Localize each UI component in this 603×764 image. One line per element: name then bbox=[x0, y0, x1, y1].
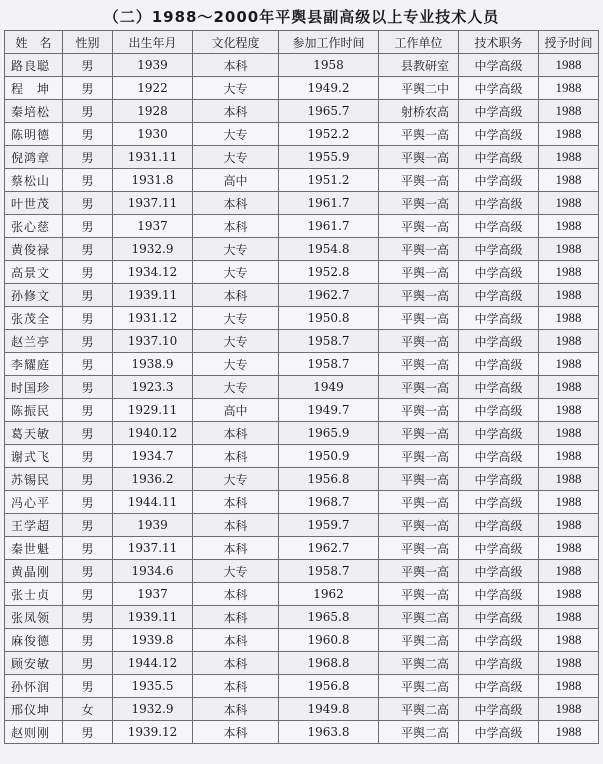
cell-title: 中学高级 bbox=[459, 238, 539, 261]
cell-unit: 射桥农高 bbox=[379, 100, 459, 123]
cell-education: 本科 bbox=[193, 721, 279, 744]
cell-education: 大专 bbox=[193, 353, 279, 376]
cell-title: 中学高级 bbox=[459, 422, 539, 445]
cell-name: 王学超 bbox=[5, 514, 63, 537]
cell-birth: 1934.7 bbox=[113, 445, 193, 468]
cell-name: 葛天敏 bbox=[5, 422, 63, 445]
cell-name: 黄俊禄 bbox=[5, 238, 63, 261]
cell-birth: 1937 bbox=[113, 583, 193, 606]
cell-education: 大专 bbox=[193, 307, 279, 330]
table-row bbox=[5, 583, 599, 606]
cell-education: 本科 bbox=[193, 100, 279, 123]
cell-work-start: 1958.7 bbox=[279, 353, 379, 376]
cell-unit: 平舆一高 bbox=[379, 583, 459, 606]
cell-education: 本科 bbox=[193, 54, 279, 77]
cell-name: 邢仪坤 bbox=[5, 698, 63, 721]
cell-education: 本科 bbox=[193, 629, 279, 652]
cell-gender: 男 bbox=[63, 54, 113, 77]
cell-birth: 1923.3 bbox=[113, 376, 193, 399]
cell-unit: 平舆一高 bbox=[379, 514, 459, 537]
table-row bbox=[5, 77, 599, 100]
cell-gender: 女 bbox=[63, 698, 113, 721]
cell-gender: 男 bbox=[63, 146, 113, 169]
cell-award-year: 1988 bbox=[539, 330, 599, 353]
cell-education: 本科 bbox=[193, 652, 279, 675]
cell-gender: 男 bbox=[63, 100, 113, 123]
cell-gender: 男 bbox=[63, 514, 113, 537]
cell-education: 大专 bbox=[193, 330, 279, 353]
cell-birth: 1929.11 bbox=[113, 399, 193, 422]
cell-name: 张凤领 bbox=[5, 606, 63, 629]
cell-name: 陈振民 bbox=[5, 399, 63, 422]
cell-birth: 1939.8 bbox=[113, 629, 193, 652]
cell-title: 中学高级 bbox=[459, 215, 539, 238]
cell-title: 中学高级 bbox=[459, 468, 539, 491]
cell-birth: 1932.9 bbox=[113, 698, 193, 721]
cell-unit: 平舆一高 bbox=[379, 307, 459, 330]
table-row bbox=[5, 169, 599, 192]
cell-birth: 1944.12 bbox=[113, 652, 193, 675]
cell-birth: 1944.11 bbox=[113, 491, 193, 514]
cell-name: 蔡松山 bbox=[5, 169, 63, 192]
table-row bbox=[5, 261, 599, 284]
cell-name: 路良聪 bbox=[5, 54, 63, 77]
cell-gender: 男 bbox=[63, 583, 113, 606]
cell-birth: 1939.12 bbox=[113, 721, 193, 744]
cell-education: 本科 bbox=[193, 514, 279, 537]
personnel-table bbox=[4, 30, 599, 744]
cell-name: 顾安敏 bbox=[5, 652, 63, 675]
cell-work-start: 1955.9 bbox=[279, 146, 379, 169]
cell-title: 中学高级 bbox=[459, 445, 539, 468]
cell-work-start: 1965.7 bbox=[279, 100, 379, 123]
cell-work-start: 1949.7 bbox=[279, 399, 379, 422]
table-row bbox=[5, 629, 599, 652]
cell-gender: 男 bbox=[63, 468, 113, 491]
cell-birth: 1930 bbox=[113, 123, 193, 146]
cell-name: 程 坤 bbox=[5, 77, 63, 100]
cell-gender: 男 bbox=[63, 77, 113, 100]
table-row bbox=[5, 146, 599, 169]
cell-work-start: 1949 bbox=[279, 376, 379, 399]
cell-birth: 1938.9 bbox=[113, 353, 193, 376]
cell-title: 中学高级 bbox=[459, 399, 539, 422]
table-row bbox=[5, 307, 599, 330]
cell-gender: 男 bbox=[63, 376, 113, 399]
cell-education: 大专 bbox=[193, 238, 279, 261]
cell-unit: 平舆一高 bbox=[379, 560, 459, 583]
table-row bbox=[5, 123, 599, 146]
cell-birth: 1937.10 bbox=[113, 330, 193, 353]
table-row bbox=[5, 353, 599, 376]
cell-unit: 平舆一高 bbox=[379, 284, 459, 307]
table-row bbox=[5, 560, 599, 583]
cell-gender: 男 bbox=[63, 123, 113, 146]
header-birth: 出生年月 bbox=[113, 31, 193, 54]
cell-birth: 1937.11 bbox=[113, 192, 193, 215]
cell-unit: 县教研室 bbox=[379, 54, 459, 77]
cell-name: 赵兰亭 bbox=[5, 330, 63, 353]
cell-education: 本科 bbox=[193, 192, 279, 215]
cell-birth: 1936.2 bbox=[113, 468, 193, 491]
cell-unit: 平舆一高 bbox=[379, 238, 459, 261]
cell-unit: 平舆一高 bbox=[379, 537, 459, 560]
cell-award-year: 1988 bbox=[539, 606, 599, 629]
cell-gender: 男 bbox=[63, 215, 113, 238]
cell-unit: 平舆二中 bbox=[379, 77, 459, 100]
cell-title: 中学高级 bbox=[459, 629, 539, 652]
cell-birth: 1937 bbox=[113, 215, 193, 238]
cell-title: 中学高级 bbox=[459, 100, 539, 123]
table-row bbox=[5, 537, 599, 560]
cell-title: 中学高级 bbox=[459, 284, 539, 307]
cell-award-year: 1988 bbox=[539, 675, 599, 698]
cell-education: 大专 bbox=[193, 560, 279, 583]
cell-birth: 1934.12 bbox=[113, 261, 193, 284]
cell-award-year: 1988 bbox=[539, 192, 599, 215]
cell-title: 中学高级 bbox=[459, 606, 539, 629]
cell-gender: 男 bbox=[63, 192, 113, 215]
table-row bbox=[5, 606, 599, 629]
cell-gender: 男 bbox=[63, 491, 113, 514]
cell-name: 赵则刚 bbox=[5, 721, 63, 744]
cell-unit: 平舆二高 bbox=[379, 675, 459, 698]
cell-birth: 1935.5 bbox=[113, 675, 193, 698]
cell-name: 秦培松 bbox=[5, 100, 63, 123]
cell-name: 冯心平 bbox=[5, 491, 63, 514]
cell-unit: 平舆一高 bbox=[379, 330, 459, 353]
cell-work-start: 1956.8 bbox=[279, 675, 379, 698]
cell-education: 本科 bbox=[193, 698, 279, 721]
cell-name: 苏锡民 bbox=[5, 468, 63, 491]
cell-unit: 平舆二高 bbox=[379, 721, 459, 744]
table-row bbox=[5, 399, 599, 422]
cell-gender: 男 bbox=[63, 652, 113, 675]
cell-work-start: 1968.8 bbox=[279, 652, 379, 675]
cell-work-start: 1961.7 bbox=[279, 192, 379, 215]
cell-education: 大专 bbox=[193, 123, 279, 146]
cell-work-start: 1949.8 bbox=[279, 698, 379, 721]
cell-gender: 男 bbox=[63, 330, 113, 353]
cell-name: 张士贞 bbox=[5, 583, 63, 606]
table-row bbox=[5, 652, 599, 675]
table-row bbox=[5, 675, 599, 698]
cell-title: 中学高级 bbox=[459, 560, 539, 583]
table-row bbox=[5, 100, 599, 123]
cell-work-start: 1962.7 bbox=[279, 537, 379, 560]
table-row bbox=[5, 698, 599, 721]
page-title: （二）1988～2000年平舆县副高级以上专业技术人员 bbox=[103, 8, 500, 26]
cell-education: 大专 bbox=[193, 261, 279, 284]
cell-title: 中学高级 bbox=[459, 675, 539, 698]
cell-award-year: 1988 bbox=[539, 238, 599, 261]
cell-award-year: 1988 bbox=[539, 399, 599, 422]
cell-name: 黄晶刚 bbox=[5, 560, 63, 583]
cell-title: 中学高级 bbox=[459, 514, 539, 537]
cell-birth: 1931.11 bbox=[113, 146, 193, 169]
cell-birth: 1931.12 bbox=[113, 307, 193, 330]
cell-title: 中学高级 bbox=[459, 491, 539, 514]
cell-work-start: 1962 bbox=[279, 583, 379, 606]
cell-unit: 平舆一高 bbox=[379, 261, 459, 284]
cell-title: 中学高级 bbox=[459, 698, 539, 721]
cell-education: 本科 bbox=[193, 445, 279, 468]
cell-award-year: 1988 bbox=[539, 54, 599, 77]
cell-education: 高中 bbox=[193, 169, 279, 192]
cell-award-year: 1988 bbox=[539, 77, 599, 100]
table-row bbox=[5, 468, 599, 491]
cell-title: 中学高级 bbox=[459, 77, 539, 100]
cell-award-year: 1988 bbox=[539, 698, 599, 721]
cell-work-start: 1950.9 bbox=[279, 445, 379, 468]
cell-work-start: 1959.7 bbox=[279, 514, 379, 537]
cell-work-start: 1958.7 bbox=[279, 560, 379, 583]
cell-unit: 平舆二高 bbox=[379, 698, 459, 721]
cell-work-start: 1963.8 bbox=[279, 721, 379, 744]
cell-title: 中学高级 bbox=[459, 376, 539, 399]
table-row bbox=[5, 376, 599, 399]
cell-award-year: 1988 bbox=[539, 514, 599, 537]
cell-work-start: 1954.8 bbox=[279, 238, 379, 261]
table-row bbox=[5, 215, 599, 238]
cell-unit: 平舆二高 bbox=[379, 652, 459, 675]
cell-gender: 男 bbox=[63, 284, 113, 307]
cell-name: 麻俊德 bbox=[5, 629, 63, 652]
cell-award-year: 1988 bbox=[539, 560, 599, 583]
cell-work-start: 1956.8 bbox=[279, 468, 379, 491]
cell-work-start: 1961.7 bbox=[279, 215, 379, 238]
cell-unit: 平舆一高 bbox=[379, 192, 459, 215]
cell-education: 大专 bbox=[193, 146, 279, 169]
cell-birth: 1939 bbox=[113, 514, 193, 537]
table-row bbox=[5, 491, 599, 514]
cell-award-year: 1988 bbox=[539, 491, 599, 514]
header-title: 技术职务 bbox=[459, 31, 539, 54]
table-row bbox=[5, 514, 599, 537]
cell-gender: 男 bbox=[63, 445, 113, 468]
cell-education: 本科 bbox=[193, 583, 279, 606]
cell-work-start: 1962.7 bbox=[279, 284, 379, 307]
table-row bbox=[5, 238, 599, 261]
cell-award-year: 1988 bbox=[539, 422, 599, 445]
cell-work-start: 1965.8 bbox=[279, 606, 379, 629]
cell-birth: 1937.11 bbox=[113, 537, 193, 560]
cell-award-year: 1988 bbox=[539, 652, 599, 675]
cell-education: 大专 bbox=[193, 77, 279, 100]
cell-work-start: 1952.2 bbox=[279, 123, 379, 146]
cell-work-start: 1958 bbox=[279, 54, 379, 77]
cell-title: 中学高级 bbox=[459, 353, 539, 376]
cell-title: 中学高级 bbox=[459, 583, 539, 606]
header-name: 姓 名 bbox=[5, 31, 63, 54]
cell-education: 本科 bbox=[193, 675, 279, 698]
cell-work-start: 1949.2 bbox=[279, 77, 379, 100]
cell-education: 本科 bbox=[193, 491, 279, 514]
cell-unit: 平舆二高 bbox=[379, 629, 459, 652]
cell-award-year: 1988 bbox=[539, 100, 599, 123]
cell-gender: 男 bbox=[63, 629, 113, 652]
cell-title: 中学高级 bbox=[459, 54, 539, 77]
cell-gender: 男 bbox=[63, 238, 113, 261]
cell-name: 陈明德 bbox=[5, 123, 63, 146]
header-work-start: 参加工作时间 bbox=[279, 31, 379, 54]
cell-gender: 男 bbox=[63, 422, 113, 445]
cell-title: 中学高级 bbox=[459, 330, 539, 353]
table-row bbox=[5, 445, 599, 468]
cell-work-start: 1952.8 bbox=[279, 261, 379, 284]
cell-unit: 平舆一高 bbox=[379, 445, 459, 468]
cell-gender: 男 bbox=[63, 353, 113, 376]
cell-unit: 平舆一高 bbox=[379, 146, 459, 169]
cell-unit: 平舆一高 bbox=[379, 399, 459, 422]
cell-award-year: 1988 bbox=[539, 146, 599, 169]
cell-title: 中学高级 bbox=[459, 192, 539, 215]
header-gender: 性别 bbox=[63, 31, 113, 54]
cell-birth: 1931.8 bbox=[113, 169, 193, 192]
cell-name: 李耀庭 bbox=[5, 353, 63, 376]
cell-award-year: 1988 bbox=[539, 215, 599, 238]
table-row bbox=[5, 284, 599, 307]
cell-title: 中学高级 bbox=[459, 169, 539, 192]
cell-award-year: 1988 bbox=[539, 721, 599, 744]
cell-name: 叶世茂 bbox=[5, 192, 63, 215]
cell-gender: 男 bbox=[63, 606, 113, 629]
cell-title: 中学高级 bbox=[459, 146, 539, 169]
cell-work-start: 1958.7 bbox=[279, 330, 379, 353]
table-row bbox=[5, 721, 599, 744]
cell-name: 谢式飞 bbox=[5, 445, 63, 468]
cell-birth: 1922 bbox=[113, 77, 193, 100]
cell-name: 孙修文 bbox=[5, 284, 63, 307]
cell-education: 本科 bbox=[193, 284, 279, 307]
cell-name: 孙怀润 bbox=[5, 675, 63, 698]
cell-award-year: 1988 bbox=[539, 376, 599, 399]
cell-award-year: 1988 bbox=[539, 169, 599, 192]
header-award-year: 授予时间 bbox=[539, 31, 599, 54]
cell-gender: 男 bbox=[63, 399, 113, 422]
cell-unit: 平舆一高 bbox=[379, 491, 459, 514]
table-header-row bbox=[5, 31, 599, 54]
cell-birth: 1928 bbox=[113, 100, 193, 123]
cell-unit: 平舆二高 bbox=[379, 606, 459, 629]
cell-gender: 男 bbox=[63, 675, 113, 698]
cell-title: 中学高级 bbox=[459, 721, 539, 744]
cell-award-year: 1988 bbox=[539, 307, 599, 330]
cell-birth: 1939.11 bbox=[113, 284, 193, 307]
cell-award-year: 1988 bbox=[539, 284, 599, 307]
cell-birth: 1932.9 bbox=[113, 238, 193, 261]
cell-unit: 平舆一高 bbox=[379, 169, 459, 192]
cell-award-year: 1988 bbox=[539, 123, 599, 146]
table-row bbox=[5, 54, 599, 77]
cell-title: 中学高级 bbox=[459, 261, 539, 284]
cell-birth: 1940.12 bbox=[113, 422, 193, 445]
table-row bbox=[5, 422, 599, 445]
cell-work-start: 1951.2 bbox=[279, 169, 379, 192]
table-row bbox=[5, 330, 599, 353]
cell-award-year: 1988 bbox=[539, 353, 599, 376]
cell-work-start: 1950.8 bbox=[279, 307, 379, 330]
cell-education: 大专 bbox=[193, 468, 279, 491]
cell-gender: 男 bbox=[63, 721, 113, 744]
table-row bbox=[5, 192, 599, 215]
cell-education: 大专 bbox=[193, 376, 279, 399]
cell-unit: 平舆一高 bbox=[379, 215, 459, 238]
cell-name: 张茂全 bbox=[5, 307, 63, 330]
cell-award-year: 1988 bbox=[539, 537, 599, 560]
header-unit: 工作单位 bbox=[379, 31, 459, 54]
cell-education: 本科 bbox=[193, 606, 279, 629]
cell-award-year: 1988 bbox=[539, 629, 599, 652]
cell-gender: 男 bbox=[63, 261, 113, 284]
cell-unit: 平舆一高 bbox=[379, 422, 459, 445]
cell-name: 倪鸿章 bbox=[5, 146, 63, 169]
cell-award-year: 1988 bbox=[539, 261, 599, 284]
cell-work-start: 1965.9 bbox=[279, 422, 379, 445]
cell-education: 高中 bbox=[193, 399, 279, 422]
cell-name: 秦世魁 bbox=[5, 537, 63, 560]
cell-name: 时国珍 bbox=[5, 376, 63, 399]
cell-gender: 男 bbox=[63, 537, 113, 560]
cell-work-start: 1968.7 bbox=[279, 491, 379, 514]
cell-unit: 平舆一高 bbox=[379, 468, 459, 491]
cell-award-year: 1988 bbox=[539, 583, 599, 606]
cell-education: 本科 bbox=[193, 422, 279, 445]
header-education: 文化程度 bbox=[193, 31, 279, 54]
cell-award-year: 1988 bbox=[539, 445, 599, 468]
cell-birth: 1934.6 bbox=[113, 560, 193, 583]
cell-award-year: 1988 bbox=[539, 468, 599, 491]
cell-unit: 平舆一高 bbox=[379, 353, 459, 376]
cell-education: 本科 bbox=[193, 215, 279, 238]
cell-name: 高景文 bbox=[5, 261, 63, 284]
cell-title: 中学高级 bbox=[459, 307, 539, 330]
cell-education: 本科 bbox=[193, 537, 279, 560]
cell-birth: 1939 bbox=[113, 54, 193, 77]
cell-birth: 1939.11 bbox=[113, 606, 193, 629]
cell-unit: 平舆一高 bbox=[379, 376, 459, 399]
cell-work-start: 1960.8 bbox=[279, 629, 379, 652]
cell-unit: 平舆一高 bbox=[379, 123, 459, 146]
cell-name: 张心慈 bbox=[5, 215, 63, 238]
cell-gender: 男 bbox=[63, 307, 113, 330]
cell-gender: 男 bbox=[63, 169, 113, 192]
cell-gender: 男 bbox=[63, 560, 113, 583]
cell-title: 中学高级 bbox=[459, 123, 539, 146]
cell-title: 中学高级 bbox=[459, 652, 539, 675]
cell-title: 中学高级 bbox=[459, 537, 539, 560]
